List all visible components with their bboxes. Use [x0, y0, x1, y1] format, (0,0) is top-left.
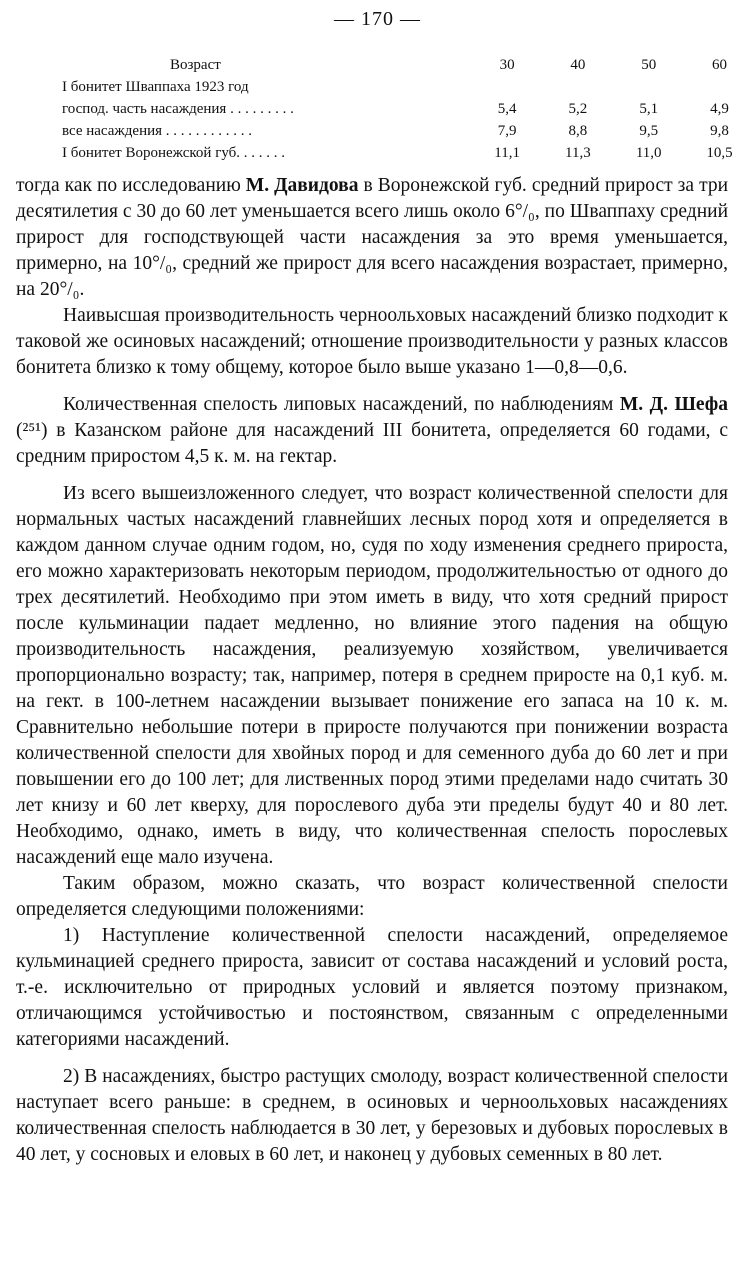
paragraph — [16, 173, 728, 303]
row-label: господ. часть насаждения . . . . . . . . . — [62, 101, 294, 117]
text-run: в Воронежской губ. средний прирост за три десятилетия с 30 до 60 лет уменьшается всего лишь около 6°/₀, по Шваппаху средний прирост для господствующей части насаждения за это время уменьшается, примерно, на 10°/₀, средний же прирост для всего насаждения возрастает, примерно, на 20°/₀. — [16, 175, 729, 300]
table-header-row — [62, 54, 755, 76]
paragraph — [16, 392, 728, 470]
page-number: — 170 — — [334, 8, 421, 30]
age-column-header: 40 — [570, 57, 586, 73]
table-row — [62, 142, 755, 164]
age-header: Возраст — [170, 57, 221, 73]
age-column-header: 30 — [499, 57, 515, 73]
list-item: 2) В насаждениях, быстро растущих смолоду, возраст количественной спелости наступает всего раньше: в среднем, в осиновых и черноольховых насаждениях количественная спелость наблюдается в 30 лет, у березовых и дубовых порослевых в 40 лет, у сосновых и еловых в 60 лет, и наконец у дубовых семенных в 80 лет. — [16, 1066, 728, 1165]
table-cell: 10,5 — [706, 145, 733, 161]
age-column-header: 60 — [712, 57, 728, 73]
table-cell: 5,2 — [568, 101, 588, 117]
table-row — [62, 120, 755, 142]
table-cell: 9,8 — [710, 123, 729, 139]
table-cell: 5,1 — [639, 101, 659, 117]
paragraph: Наивысшая производительность черноольховых насаждений близко подходит к таковой же осиновых насаждений; отношение производительности у разных классов бонитета близко к тому общему, которое было выше указано 1—0,8—0,6. — [16, 305, 728, 378]
text-run: Количественная спелость липовых насаждений, по наблюдениям — [63, 394, 620, 415]
list-item: 1) Наступление количественной спелости насаждений, определяемое кульминацией среднего прироста, зависит от состава насаждений и условий роста, т.-е. исключительно от природных условий и является поэтому признаком, отличающимся устойчивостью и постоянством, связанным с определенными категориями насаждений. — [16, 925, 728, 1050]
table-subheading-row — [62, 76, 755, 98]
row-label: все насаждения . . . . . . . . . . . . — [62, 123, 253, 139]
table-cell: 11,0 — [635, 145, 662, 161]
author-name: М. Давидова — [245, 175, 359, 196]
table-cell: 11,1 — [494, 145, 520, 161]
text-run: тогда как по исследованию — [16, 175, 246, 196]
paragraph: Из всего вышеизложенного следует, что возраст количественной спелости для нормальных частых насаждений главнейших лесных пород хотя и определяется в каждом данном случае одним годом, но, судя по ходу изменения среднего прироста, его можно характеризовать некоторым периодом, продолжительностью от одного до трех десятилетий. Необходимо при этом иметь в виду, что хотя средний прирост после кульминации падает медленно, но влияние этого падения на общую производительность насаждения, реализуемую хозяйством, увеличивается пропорционально возрасту; так, например, потеря в среднем приросте на 0,1 куб. м. на гект. в 100-летнем насаждении вызывает понижение его запаса на 10 к. м. Сравнительно небольшие потери в приросте получаются при понижении возраста количественной спелости для хвойных пород и для семенного дуба до 60 лет и при повышении его до 100 лет; для лиственных пород этими пределами надо считать 30 лет книзу и 60 лет кверху, для порослевого дуба эти пределы будут 40 и 80 лет. Необходимо, однако, иметь в виду, что количественная спелость порослевых насаждений еще мало изучена. — [16, 483, 728, 868]
row-label: I бонитет Воронежской губ. . . . . . . — [62, 145, 286, 161]
author-name: М. Д. Шефа — [619, 394, 729, 415]
mean-increment-table — [62, 54, 755, 164]
table-cell: 9,5 — [639, 123, 659, 139]
table-cell: 7,9 — [497, 123, 517, 139]
table-subheading: I бонитет Шваппаха 1923 год — [62, 79, 249, 95]
table-cell: 11,3 — [565, 145, 591, 161]
table-cell: 8,8 — [568, 123, 588, 139]
body-text — [16, 173, 728, 1168]
table-cell: 4,9 — [710, 101, 729, 117]
paragraph: Таким образом, можно сказать, что возраст количественной спелости определяется следующими положениями: — [16, 873, 728, 920]
age-column-header: 50 — [641, 57, 657, 73]
table-cell: 5,4 — [497, 101, 517, 117]
table-row — [62, 98, 755, 120]
text-run: (²⁵¹) в Казанском районе для насаждений III бонитета, определяется 60 годами, с средним приростом 4,5 к. м. на гектар. — [16, 420, 728, 467]
